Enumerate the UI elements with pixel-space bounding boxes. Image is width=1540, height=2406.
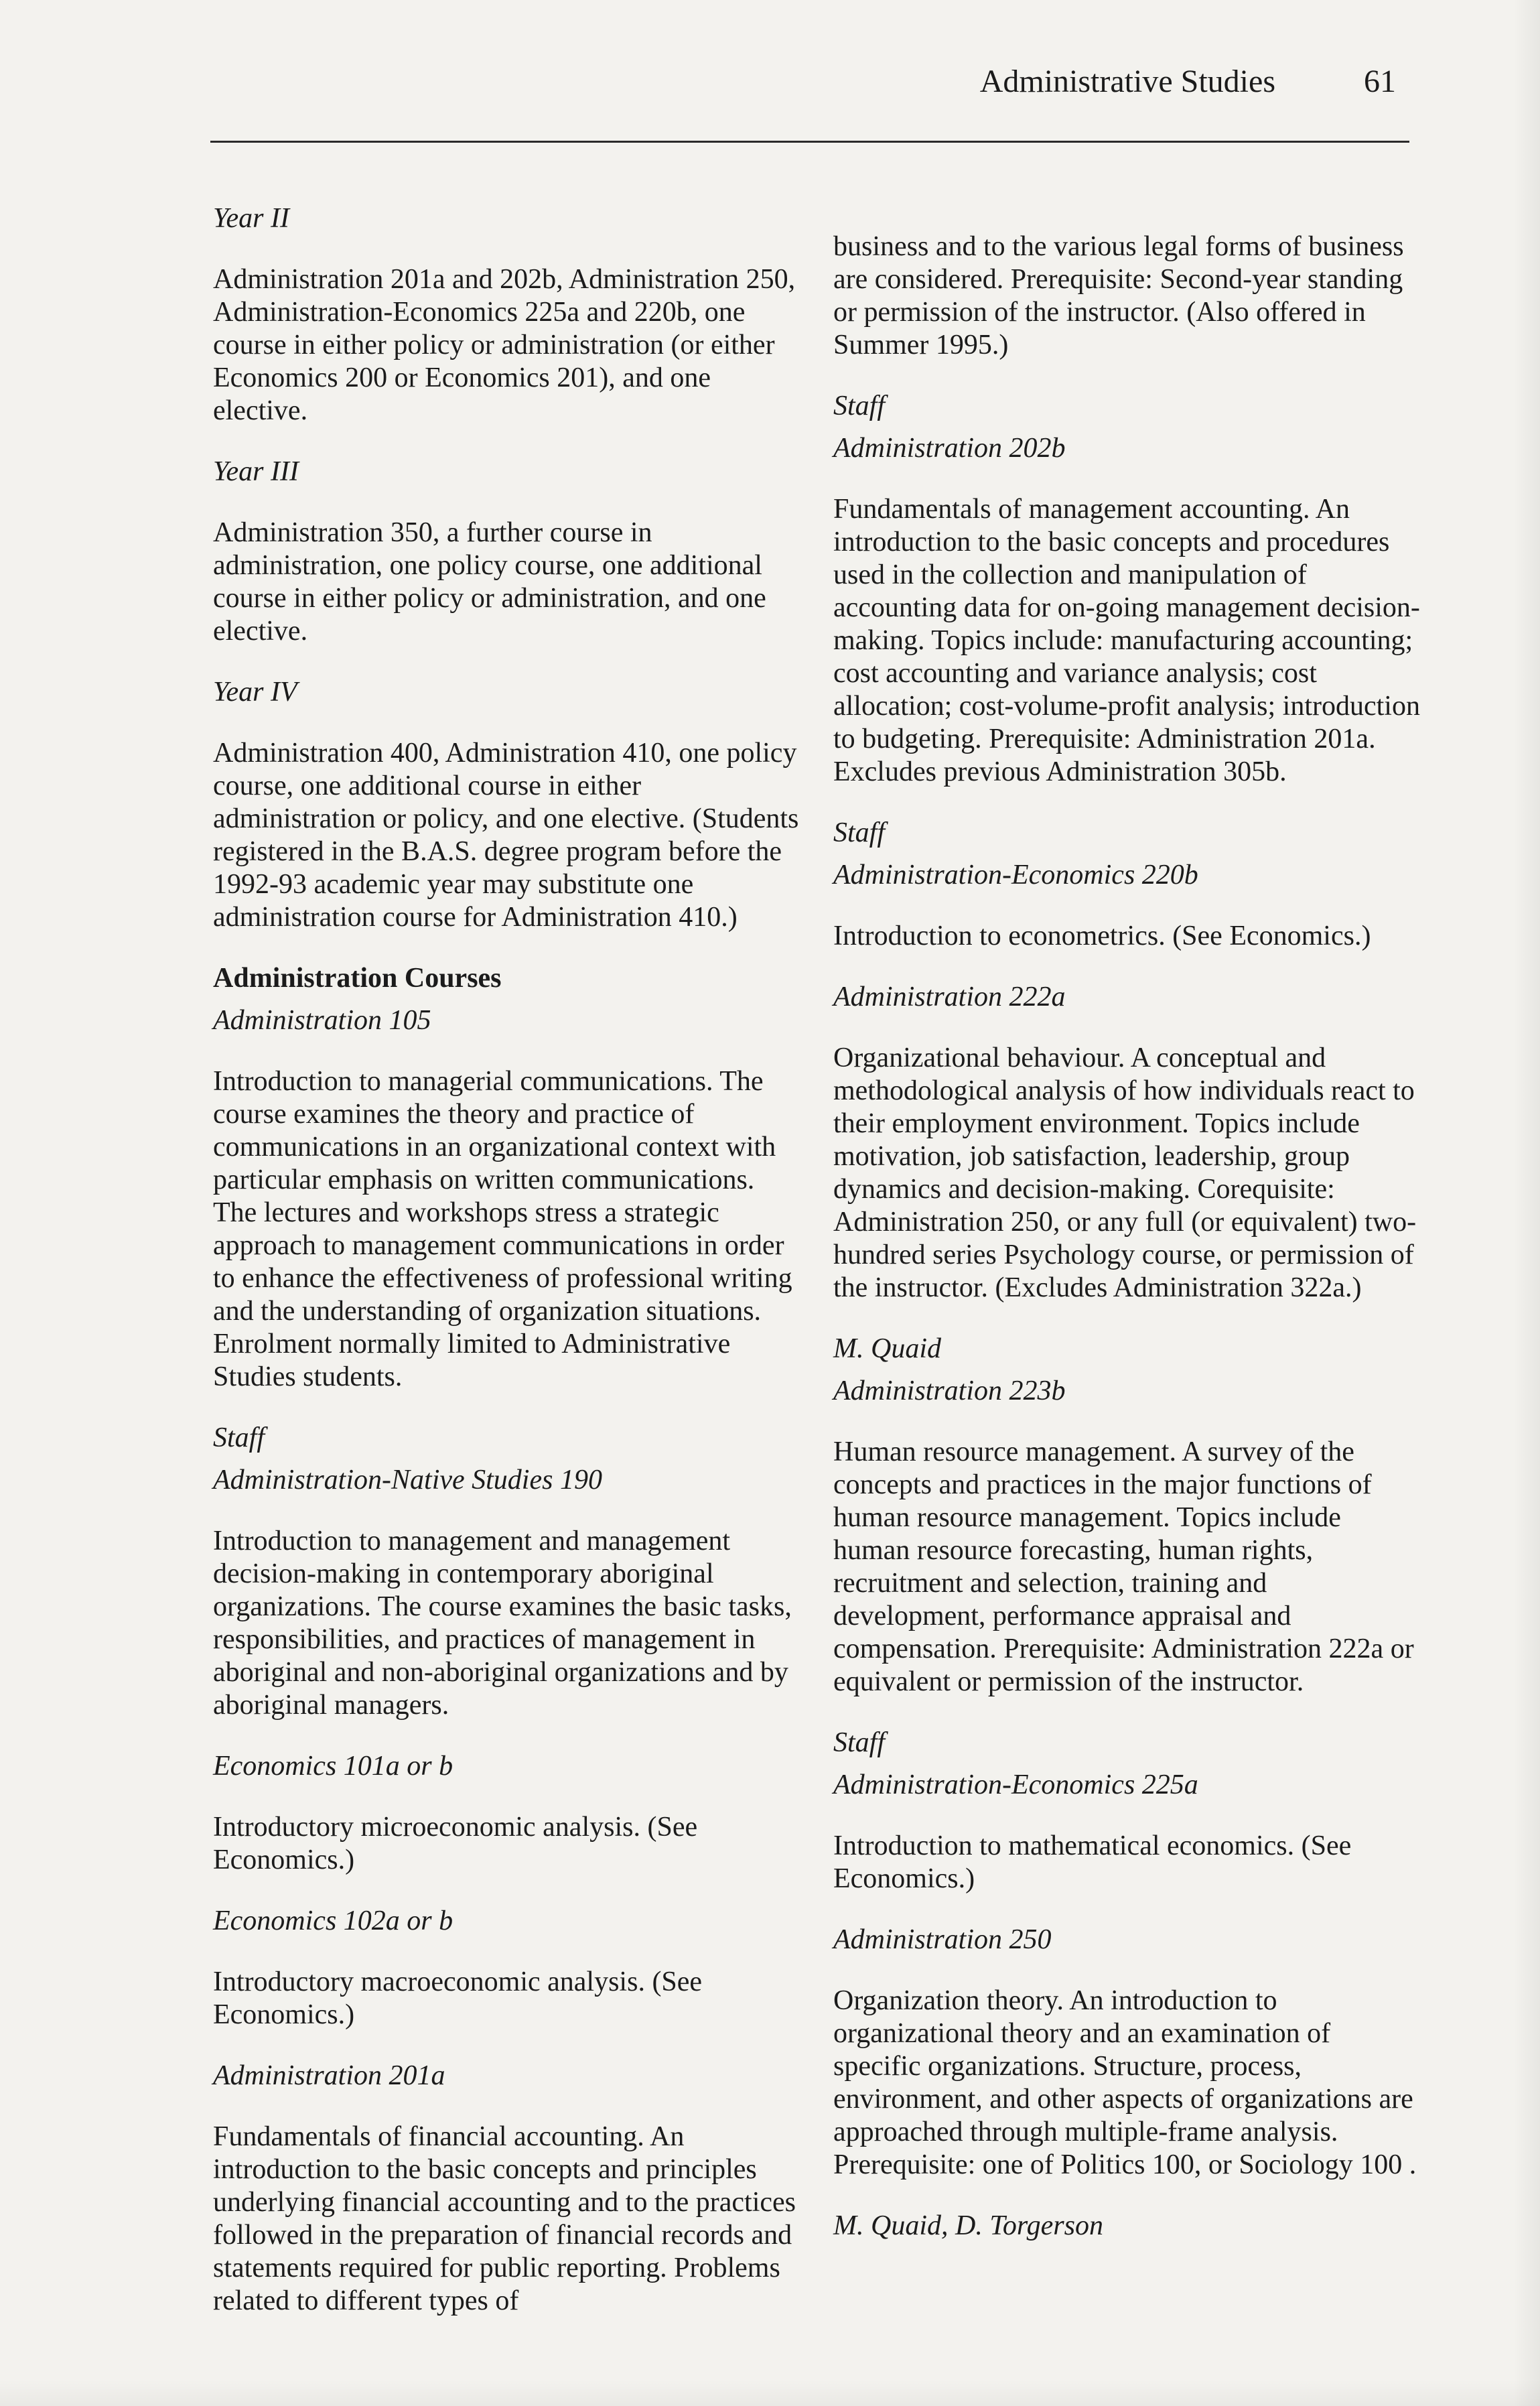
course-105-heading: Administration 105 [213,1005,431,1036]
year-2-block [213,202,802,427]
course-250-text: Organization theory. An introduction to organizational theory and an examination of specific organizations. Structure, process, environment, and other aspects of organizations are approached through multiple-frame analysis. Prerequisite: one of Politics 100, or Sociology 100 . [833,1985,1417,2180]
page-number: 61 [1364,64,1396,99]
course-201a [213,2060,802,2318]
course-223b-text: Human resource management. A survey of the concepts and practices in the major functions of human resource management. Topics include human resource forecasting, human rights, recruitment and selection, training and development, performance appraisal and compensation. Prerequisite: Administration 222a or equivalent or permission of the instructor. [833,1436,1414,1697]
course-250-instructor: M. Quaid, D. Torgerson [833,2210,1103,2241]
course-econ-102-text: Introductory macroeconomic analysis. (See Economics.) [213,1966,703,2030]
year-3-block [213,456,802,648]
course-220b [833,859,1423,953]
course-250-heading: Administration 250 [833,1924,1052,1955]
course-223b [833,1375,1423,1759]
course-222a-instructor: M. Quaid [833,1333,941,1364]
course-201a-continued [833,230,1423,423]
course-201a-instructor: Staff [833,391,886,421]
course-225a [833,1769,1423,1895]
course-225a-text: Introduction to mathematical economics. (See Economics.) [833,1830,1352,1894]
course-econ-101 [213,1750,802,1877]
course-105-text: Introduction to managerial communications. The course examines the theory and practice of communications in an organizational context with particular emphasis on written communications. The lectures and workshops stress a strategic approach to management communications in order to enhance the effectiveness of professional writing and the understanding of organization situations. Enrolment normally limited to Administrative Studies students. [213,1066,792,1392]
course-202b-text: Fundamentals of management accounting. An introduction to the basic concepts and procedures used in the collection and manipulation of accounting data for on-going management decision-making. Topics include: manufacturing accounting; cost accounting and variance analysis; cost allocation; cost-volume-profit analysis; introduction to budgeting. Prerequisite: Administration 201a. Excludes previous Administration 305b. [833,494,1420,787]
course-202b-heading: Administration 202b [833,433,1066,464]
section-title: Administration Courses [213,963,502,994]
course-econ-102 [213,1905,802,2031]
course-250 [833,1924,1423,2243]
course-223b-heading: Administration 223b [833,1376,1066,1406]
left-column [213,202,802,2346]
course-201a-heading: Administration 201a [213,2060,445,2091]
right-column [833,202,1423,2252]
page-edge-bottom [0,2379,1540,2406]
course-222a-heading: Administration 222a [833,982,1066,1012]
course-222a-text: Organizational behaviour. A conceptual and methodological analysis of how individuals react to their employment environment. Topics include motivation, job satisfaction, leadership, group dynamics and decision-making. Corequisite: Administration 250, or any full (or equivalent) two-hundred series Psychology course, or permission of the instructor. (Excludes Administration 322a.) [833,1043,1417,1303]
course-econ-101-heading: Economics 101a or b [213,1751,453,1782]
course-220b-text: Introduction to econometrics. (See Economics.) [833,921,1371,951]
course-202b [833,432,1423,850]
page-header [210,58,1409,145]
course-202b-instructor: Staff [833,817,886,848]
course-105 [213,1004,802,1455]
course-222a [833,981,1423,1365]
course-201a-cont-text: business and to the various legal forms of business are considered. Prerequisite: Second-year standing or permission of the instructor. (Also offered in Summer 1995.) [833,231,1404,360]
year-4-block [213,676,802,934]
header-rule [210,141,1409,143]
course-190-heading: Administration-Native Studies 190 [213,1465,602,1495]
course-econ-101-text: Introductory microeconomic analysis. (See Economics.) [213,1812,698,1875]
course-225a-heading: Administration-Economics 225a [833,1769,1198,1800]
year-4-text: Administration 400, Administration 410, one policy course, one additional course in either administration or policy, and one elective. (Students registered in the B.A.S. degree program before the 1992-93 academic year may substitute one administration course for Administration 410.) [213,738,799,933]
year-3-heading: Year III [213,456,299,487]
running-head: Administrative Studies [979,64,1275,99]
course-105-instructor: Staff [213,1422,265,1453]
course-econ-102-heading: Economics 102a or b [213,1906,453,1936]
year-4-heading: Year IV [213,677,297,708]
course-223b-instructor: Staff [833,1727,886,1758]
course-190-text: Introduction to management and management decision-making in contemporary aboriginal organizations. The course examines the basic tasks, responsibilities, and practices of management in aboriginal and non-aboriginal organizations and by aboriginal managers. [213,1526,792,1721]
year-2-text: Administration 201a and 202b, Administration 250, Administration-Economics 225a and 220b, one course in either policy or administration (or either Economics 200 or Economics 201), and one elective. [213,264,796,426]
year-3-text: Administration 350, a further course in administration, one policy course, one additional course in either policy or administration, and one elective. [213,517,766,647]
course-201a-text: Fundamentals of financial accounting. An introduction to the basic concepts and principles underlying financial accounting and to the practices followed in the preparation of financial records and statements required for public reporting. Problems related to different types of [213,2121,796,2316]
year-2-heading: Year II [213,203,289,234]
course-190 [213,1464,802,1722]
course-220b-heading: Administration-Economics 220b [833,860,1198,890]
page-edge-right [1513,0,1540,2406]
